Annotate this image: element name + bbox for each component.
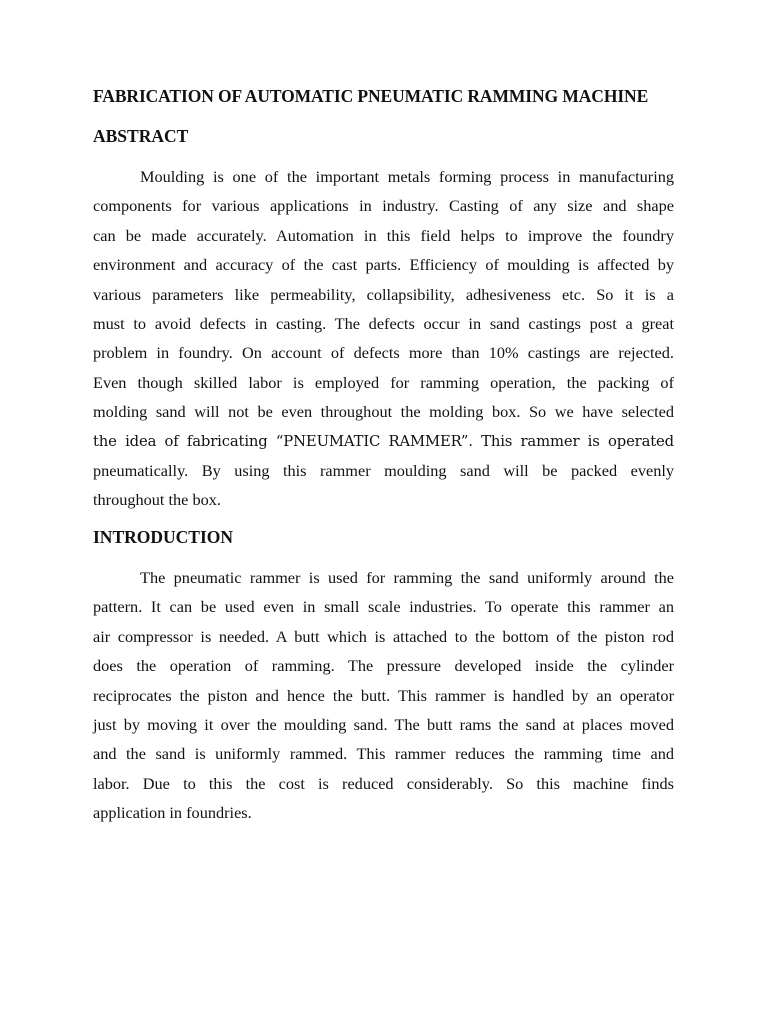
introduction-line: and the sand is uniformly rammed. This rammer reduces the ramming time and <box>93 744 674 764</box>
introduction-line: just by moving it over the moulding sand. The butt rams the sand at places moved <box>93 714 674 734</box>
abstract-line: must to avoid defects in casting. The defects occur in sand castings post a great <box>93 313 674 333</box>
abstract-line: can be made accurately. Automation in this field helps to improve the foundry <box>93 225 674 245</box>
introduction-heading: INTRODUCTION <box>93 527 234 547</box>
introduction-line: reciprocates the piston and hence the butt. This rammer is handled by an operator <box>93 685 674 705</box>
abstract-paragraph <box>93 162 674 515</box>
introduction-line: The pneumatic rammer is used for ramming the sand uniformly around the <box>140 568 674 587</box>
introduction-line: does the operation of ramming. The pressure developed inside the cylinder <box>93 656 674 676</box>
abstract-line: throughout the box. <box>93 490 221 510</box>
abstract-line: Moulding is one of the important metals forming process in manufacturing <box>140 167 674 186</box>
abstract-line: molding sand will not be even throughout the molding box. So we have selected <box>93 402 674 422</box>
abstract-line: pneumatically. By using this rammer moulding sand will be packed evenly <box>93 460 674 480</box>
introduction-line: pattern. It can be used even in small scale industries. To operate this rammer an <box>93 597 674 617</box>
abstract-heading: ABSTRACT <box>93 126 189 146</box>
abstract-line: problem in foundry. On account of defects more than 10% castings are rejected. <box>93 343 674 363</box>
introduction-line: air compressor is needed. A butt which is attached to the bottom of the piston rod <box>93 626 674 646</box>
abstract-line: various parameters like permeability, collapsibility, adhesiveness etc. So it is a <box>93 284 674 304</box>
introduction-paragraph <box>93 563 674 828</box>
abstract-line: components for various applications in industry. Casting of any size and shape <box>93 196 674 216</box>
introduction-line: application in foundries. <box>93 803 252 823</box>
abstract-line: Even though skilled labor is employed for ramming operation, the packing of <box>93 372 674 392</box>
abstract-line: environment and accuracy of the cast parts. Efficiency of moulding is affected by <box>93 255 674 275</box>
introduction-line: labor. Due to this the cost is reduced considerably. So this machine finds <box>93 773 674 793</box>
document-title: FABRICATION OF AUTOMATIC PNEUMATIC RAMMING MACHINE <box>93 86 649 106</box>
abstract-line: the idea of fabricating “PNEUMATIC RAMMER”. This rammer is operated <box>93 432 674 450</box>
